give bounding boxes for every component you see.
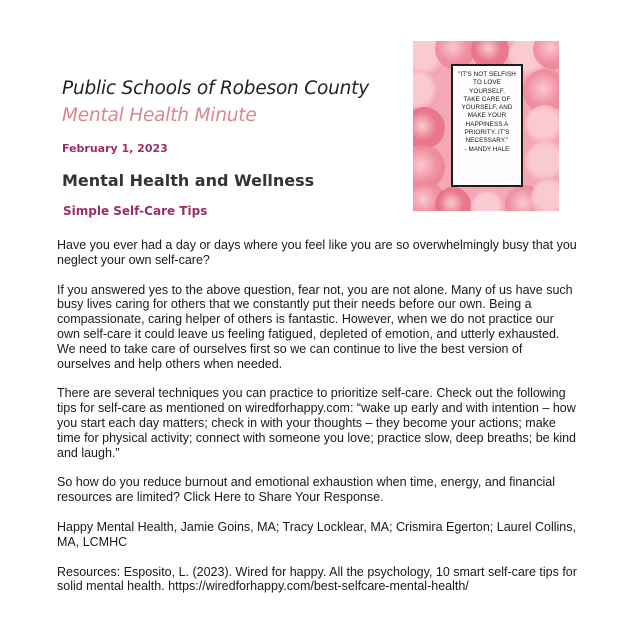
body-paragraph: Have you ever had a day or days where you feel like you are so overwhelmingly busy that you neglect your own self-care?: [57, 238, 577, 267]
quote-line: NECESSARY.": [465, 137, 509, 145]
organization-name: Public Schools of Robeson County: [62, 78, 369, 99]
quote-line: HAPPINESS A: [465, 120, 509, 128]
article-title: Mental Health and Wellness: [62, 171, 315, 190]
quote-frame: [451, 64, 523, 187]
publication-date: February 1, 2023: [62, 142, 168, 155]
rose-petal: [531, 179, 559, 211]
quote-author: - MANDY HALE: [464, 145, 510, 153]
body-paragraph: If you answered yes to the above question, fear not, you are not alone. Many of us have such busy lives caring for others that we constantly put their needs before our own. Being a compassionate, caring helper of others is fantastic. However, when we do not practice our own self-care it could leave us feeling fatigued, depleted of emotion, and utterly exhausted. We need to take care of ourselves first so we can continue to live the best version of ourselves and help others when needed.: [57, 282, 573, 371]
article-body: [57, 238, 577, 594]
rose-petal: [525, 141, 559, 183]
body-paragraph: There are several techniques you can practice to prioritize self-care. Check out the following tips for self-care as mentioned on wiredforhappy.com: “wake up early and with intention – how you start each day matters; check in with your thoughts – they become your actions; make time for physical activity; connect with someone you love; practice slow, deep breaths; be kind and laugh.”: [57, 386, 577, 460]
series-title: Mental Health Minute: [62, 105, 257, 126]
quote-image: [413, 41, 559, 211]
article-subtitle: Simple Self-Care Tips: [63, 204, 208, 218]
signature-paragraph: Happy Mental Health, Jamie Goins, MA; Tracy Locklear, MA; Crismira Egerton; Laurel Collins, MA, LCMHC: [57, 519, 576, 549]
resources-paragraph: Resources: Esposito, L. (2023). Wired for happy. All the psychology, 10 smart self-care tips for solid mental health. https://wiredforhappy.com/best-selfcare-mental-health/: [57, 564, 577, 594]
rose-petal: [435, 187, 471, 211]
newsletter-header: [62, 77, 402, 219]
quote-line: MAKE YOUR: [467, 112, 507, 120]
quote-line: PRIORITY. IT'S: [464, 129, 510, 137]
quote-text: [456, 71, 518, 146]
rose-petal: [525, 105, 559, 145]
rose-petal: [413, 71, 439, 111]
quote-line: "IT'S NOT SELFISH: [458, 71, 516, 78]
rose-petal: [413, 107, 445, 149]
quote-line: YOURSELF, AND: [461, 104, 513, 112]
quote-line: TAKE CARE OF: [463, 95, 511, 103]
quote-line: TO LOVE YOURSELF,: [469, 79, 505, 95]
rose-petal: [471, 191, 505, 211]
body-paragraph: So how do you reduce burnout and emotional exhaustion when time, energy, and financial resources are limited? Click Here to Share Your Response.: [57, 475, 556, 505]
